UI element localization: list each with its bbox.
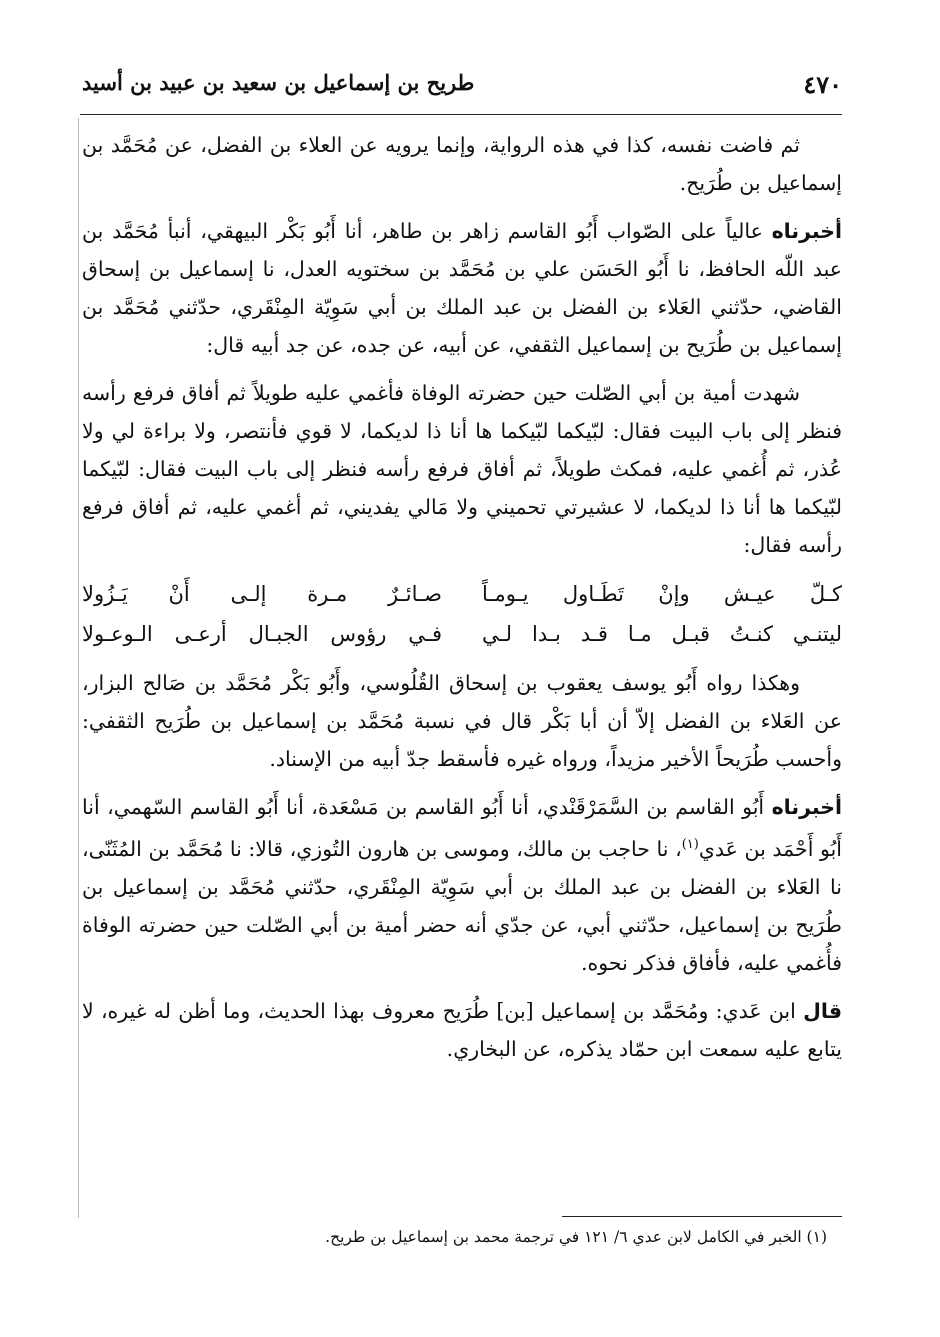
header-rule — [80, 114, 842, 115]
paragraph-2-lead: أخبرناه — [771, 219, 842, 243]
paragraph-4 — [82, 664, 842, 778]
paragraph-3-text: شهدت أمية بن أبي الصّلت حين حضرته الوفاة فأغمي عليه طويلاً ثم أفاق فرفع رأسه فنظر إلى باب البيت فقال: لبّيكما لبّيكما ها أنا ذا لديكما، لا قوي فأنتصر، ولا براءة لي ولا عُذر، ثم أُغمي عليه، فمكث طويلاً، ثم أفاق فرفع رأسه فنظر إلى باب البيت فقال: لبّيكما لبّيكما ها أنا ذا لديكما، لا عشيرتي تحميني ولا مَالي يفديني، ثم أغمي عليه، ثم أفاق فرفع رأسه فقال: — [82, 381, 842, 557]
paragraph-6-lead: قال — [803, 998, 842, 1023]
page-number: ٤٧٠ — [803, 70, 842, 99]
paragraph-1-text: ثم فاضت نفسه، كذا في هذه الرواية، وإنما يرويه عن العلاء بن الفضل، عن مُحَمَّد بن إسماعيل بن طُرَيح. — [82, 133, 842, 195]
margin-line — [78, 118, 79, 1218]
poem — [82, 574, 842, 654]
paragraph-5-text-b: ، نا حاجب بن مالك، وموسى بن هارون التُوزي، قالا: نا مُحَمَّد بن المُثَنّى، نا العَلاء بن الفضل بن عبد الملك بن أبي سَوِيّة المِنْقَري، حدّثني مُحَمَّد بن إسماعيل بن طُرَيح بن إسماعيل، حدّثني أبي، عن جدّي أنه حضر أمية بن أبي الصّلت حين حضرته الوفاة فأُغمي عليه، فأفاق فذكر نحوه. — [82, 836, 842, 975]
verse-line — [82, 614, 842, 654]
page-header — [82, 66, 842, 106]
paragraph-4-text: وهكذا رواه أَبُو يوسف يعقوب بن إسحاق القُلُوسي، وأَبُو بَكْر مُحَمَّد بن صَالح البزار، عن العَلاء بن الفضل إلاّ أن أبا بَكْر قال في نسبة مُحَمَّد بن إسماعيل بن طُرَيح الثقفي: وأحسب طُرَيحاً الأخير مزيداً، ورواه غيره فأسقط جدّ أبيه من الإسناد. — [82, 671, 842, 771]
verse-hemistich-second: صـائـرٌ مـرة إلـى أَنْ يَـزُولا — [82, 582, 442, 606]
paragraph-3 — [82, 374, 842, 564]
footnote-marker[interactable]: (١) — [681, 837, 699, 852]
paragraph-5-lead: أخبرناه — [771, 795, 842, 819]
paragraph-6 — [82, 992, 842, 1068]
paragraph-2-text: عالياً على الصّواب أَبُو القاسم زاهر بن طاهر، أنا أَبُو بَكْر البيهقي، أنبأ مُحَمَّد بن عبد اللّه الحافظ، نا أَبُو الحَسَن علي بن مُحَمَّد بن سختويه العدل، نا إسماعيل بن إسحاق القاضي، حدّثني العَلاء بن الفضل بن عبد الملك بن أبي سَوِيّة المِنْقَري، حدّثني مُحَمَّد بن إسماعيل بن طُرَيح بن إسماعيل الثقفي، عن أبيه، عن جده، عن جد أبيه قال: — [82, 219, 842, 357]
running-title: طريح بن إسماعيل بن سعيد بن عبيد بن أسيد — [82, 70, 475, 95]
footnote-text: (١) الخبر في الكامل لابن عدي ٦/ ١٢١ في ترجمة محمد بن إسماعيل بن طريح. — [325, 1228, 827, 1246]
paragraph-5-text-a: أَبُو القاسم بن السَّمَرْقَنْدي، أنا أَبُو القاسم بن مَسْعَدة، أنا أَبُو القاسم السّهمي، أنا أَبُو أَحْمَد بن عَدي — [82, 795, 843, 861]
verse-hemistich-first: كـلّ عيـش وإنْ تَطَـاول يـومـاً — [482, 582, 842, 606]
verse-hemistich-second: فـي رؤوس الجبـال أرعـى الـوعـولا — [82, 622, 442, 646]
page-body — [82, 126, 842, 1078]
paragraph-6-text: ابن عَدي: ومُحَمَّد بن إسماعيل [بن] طُرَيح معروف بهذا الحديث، وما أظن له غيره، لا يتابع عليه سمعت ابن حمّاد يذكره، عن البخاري. — [82, 998, 842, 1061]
verse-hemistich-first: ليتنـي كنـتُ قبـل مـا قـد بـدا لـي — [482, 622, 842, 646]
paragraph-5 — [82, 788, 842, 982]
verse-line — [82, 574, 842, 614]
footnote-rule — [562, 1216, 842, 1217]
footnote — [82, 1224, 827, 1250]
paragraph-2 — [82, 212, 842, 364]
paragraph-1 — [82, 126, 842, 202]
